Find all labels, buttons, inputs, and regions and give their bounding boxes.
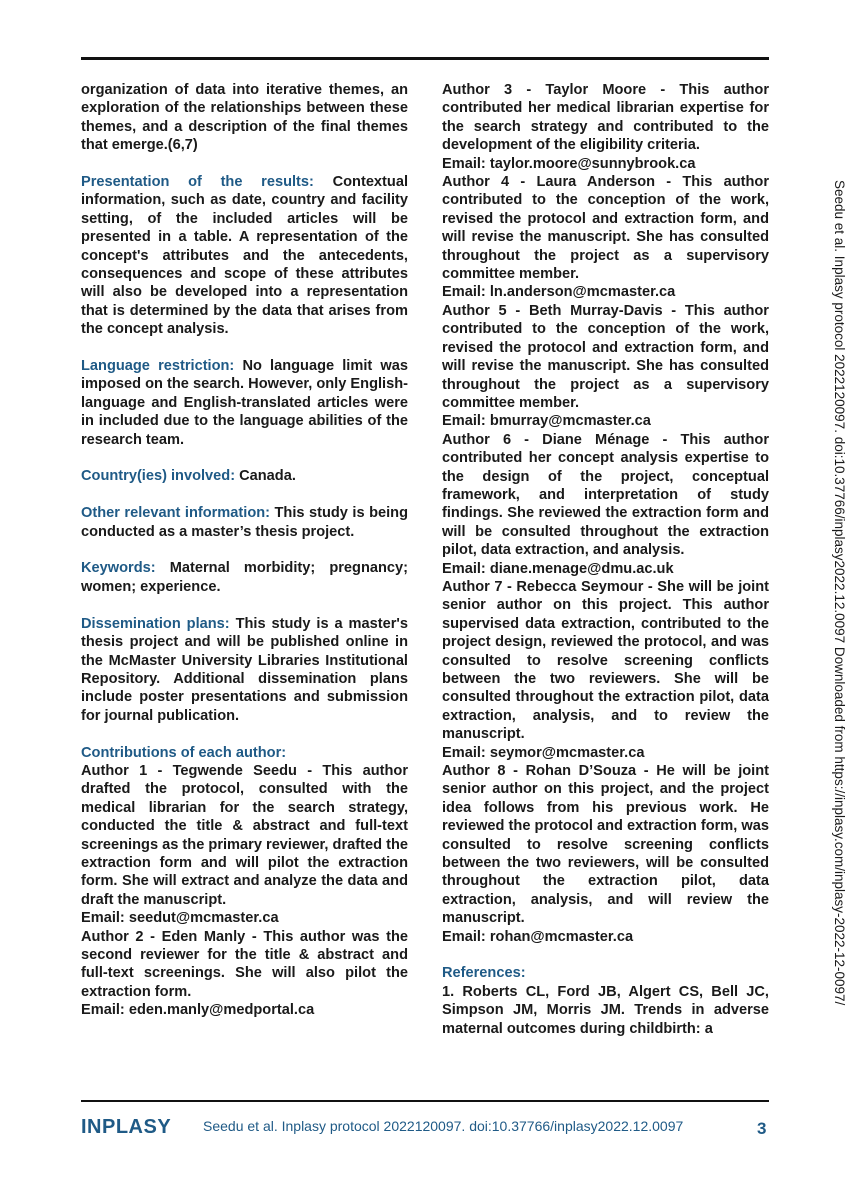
bottom-rule <box>81 1100 769 1102</box>
language-section <box>81 357 408 449</box>
author4-email: Email: ln.anderson@mcmaster.ca <box>442 284 676 301</box>
other-info-section <box>81 504 408 541</box>
author3-contribution: Author 3 - Taylor Moore - This author contributed her medical librarian expertise for the search strategy and contributed to the development of the eligibility criteria. <box>442 82 769 154</box>
country-section <box>81 467 408 485</box>
language-heading: Language restriction: <box>81 358 235 375</box>
keywords-text: Maternal morbidity; pregnancy; women; experience. <box>81 560 408 595</box>
side-download-note: Seedu et al. Inplasy protocol 2022120097. doi:10.37766/inplasy2022.12.0097 Downloaded from https://inplasy.com/inplasy-2022-12-0097/ <box>832 180 847 1006</box>
keywords-section <box>81 559 408 596</box>
presentation-section <box>81 173 408 339</box>
author6-contribution: Author 6 - Diane Ménage - This author contributed her concept analysis expertise to the design of the project, conceptual framework, and interpretation of study findings. She reviewed the extraction form and will be consulted throughout the extraction pilot, data extraction, and analysis. <box>442 431 769 559</box>
dissemination-heading: Dissemination plans: <box>81 615 230 632</box>
author7-contribution: Author 7 - Rebecca Seymour - She will be joint senior author on this project. This author supervised data extraction, contributed to the project design, reviewed the protocol, and was consulted to resolve screening conflicts between the two reviewers. She will be consulted throughout the extraction pilot, data extraction, analysis, and to review the manuscript. <box>442 578 769 743</box>
author5-email: Email: bmurray@mcmaster.ca <box>442 413 651 430</box>
author1-contribution: Author 1 - Tegwende Seedu - This author drafted the protocol, consulted with the medical librarian for the search strategy, conducted the title & abstract and full-text screenings as the primary reviewer, drafted the extraction form and will pilot the extraction form. She will extract and analyze the data and draft the manuscript. <box>81 762 408 908</box>
author2-email: Email: eden.manly@medportal.ca <box>81 1002 315 1019</box>
other-info-heading: Other relevant information: <box>81 505 271 522</box>
footer-citation: Seedu et al. Inplasy protocol 2022120097. doi:10.37766/inplasy2022.12.0097 <box>203 1118 684 1134</box>
language-text: No language limit was imposed on the search. However, only English-language and English-translated articles were in included due to the language abilities of the research team. <box>81 358 408 448</box>
dissemination-section <box>81 615 408 725</box>
intro-paragraph: organization of data into iterative themes, an exploration of the relationships between these themes, and a description of the final themes that emerge.(6,7) <box>81 82 408 154</box>
country-text: Canada. <box>235 468 296 485</box>
presentation-text: Contextual information, such as date, country and facility setting, of the included articles will be presented in a table. A representation of the concept's attributes and the antecedents, consequences and scope of these attributes will also be developed into a representation that is determined by the data that arises from the concept analysis. <box>81 174 408 338</box>
author7-email: Email: seymor@mcmaster.ca <box>442 744 645 761</box>
author4-contribution: Author 4 - Laura Anderson - This author contributed to the conception of the work, revised the protocol and extraction form, and will revise the manuscript. She has consulted throughout the project as a supervisory committee member. <box>442 174 769 283</box>
author8-contribution: Author 8 - Rohan D’Souza - He will be joint senior author on this project, and the project idea follows from his previous work. He reviewed the protocol and extraction form, was consulted to resolve screening conflicts between the two reviewers, will be consulted throughout the extraction pilot, data extraction, analysis, and will review the manuscript. <box>442 763 769 927</box>
left-column <box>81 81 408 1020</box>
right-column <box>442 81 769 1038</box>
page-number: 3 <box>757 1119 767 1138</box>
other-info-text: This study is being conducted as a master’s thesis project. <box>81 505 409 540</box>
contributions-heading: Contributions of each author: <box>81 744 287 761</box>
reference-1: 1. Roberts CL, Ford JB, Algert CS, Bell JC, Simpson JM, Morris JM. Trends in adverse maternal outcomes during childbirth: a <box>442 983 769 1037</box>
author2-contribution: Author 2 - Eden Manly - This author was the second reviewer for the title & abstract and full-text screenings. She will also pilot the extraction form. <box>81 928 408 1000</box>
author6-email: Email: diane.menage@dmu.ac.uk <box>442 560 674 577</box>
author5-contribution: Author 5 - Beth Murray-Davis - This author contributed to the conception of the work, revised the protocol and extraction form, and will revise the manuscript. She has consulted throughout the project as a supervisory committee member. <box>442 302 769 411</box>
keywords-heading: Keywords: <box>81 560 156 577</box>
author8-email: Email: rohan@mcmaster.ca <box>442 928 634 945</box>
country-heading: Country(ies) involved: <box>81 468 236 485</box>
journal-logo: INPLASY <box>81 1116 172 1138</box>
top-rule <box>81 57 769 60</box>
author3-email: Email: taylor.moore@sunnybrook.ca <box>442 155 696 172</box>
presentation-heading: Presentation of the results: <box>81 174 314 191</box>
author1-email: Email: seedut@mcmaster.ca <box>81 910 279 927</box>
dissemination-text: This study is a master's thesis project and will be published online in the McMaster University Libraries Institutional Repository. Additional dissemination plans include poster presentations and submission for journal publication. <box>81 615 409 724</box>
references-heading: References: <box>442 965 526 982</box>
